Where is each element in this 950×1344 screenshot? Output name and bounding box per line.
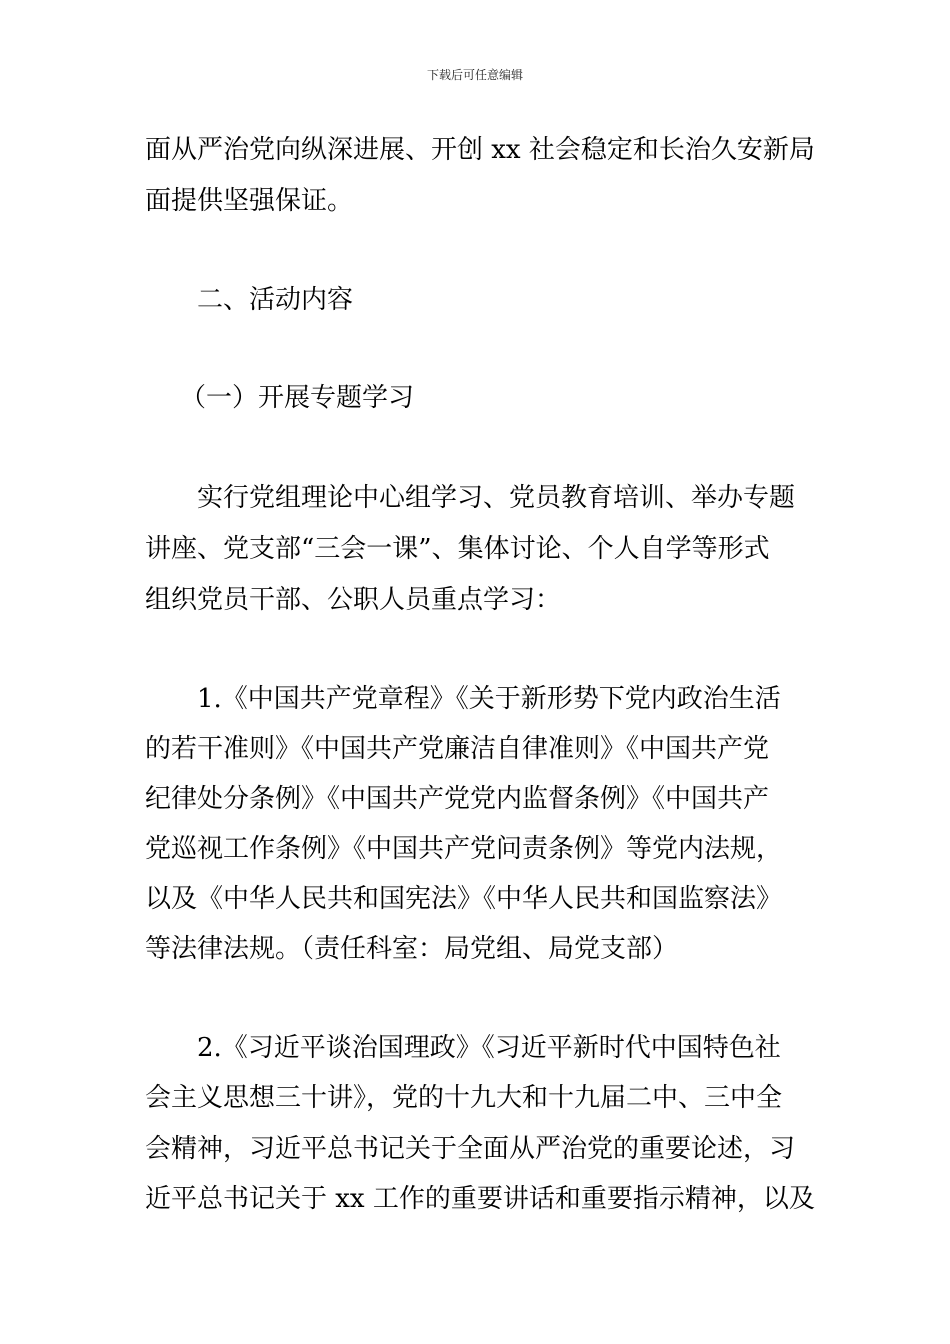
text-line: 会精神，习近平总书记关于全面从严治党的重要论述，习 <box>145 1134 796 1164</box>
text-line: 党巡视工作条例》《中国共产党问责条例》等党内法规， <box>145 834 783 864</box>
text-line: 纪律处分条例》《中国共产党党内监督条例》《中国共产 <box>145 784 770 814</box>
text-line: 面提供坚强保证。 <box>145 186 354 216</box>
text-line: 等法律法规。（责任科室：局党组、局党支部） <box>145 934 679 964</box>
text-line: 组织党员干部、公职人员重点学习： <box>145 585 562 615</box>
text-line: 的若干准则》《中国共产党廉洁自律准则》《中国共产党 <box>145 734 770 764</box>
section-heading: 二、活动内容 <box>197 285 354 315</box>
text-line: 会主义思想三十讲》，党的十九大和十九届二中、三中全 <box>145 1083 783 1113</box>
list-item-2-line: 2.《习近平谈治国理政》《习近平新时代中国特色社 <box>197 1033 781 1063</box>
page-header: 下载后可任意编辑 <box>426 68 523 82</box>
text-line: 近平总书记关于 xx 工作的重要讲话和重要指示精神，以及 <box>145 1184 815 1214</box>
subsection-heading: （一）开展专题学习 <box>180 383 415 413</box>
text-line: 以及《中华人民共和国宪法》《中华人民共和国监察法》 <box>145 884 783 914</box>
list-item-1-line: 1.《中国共产党章程》《关于新形势下党内政治生活 <box>197 684 781 714</box>
text-line: 面从严治党向纵深进展、开创 xx 社会稳定和长治久安新局 <box>145 135 815 165</box>
text-line: 讲座、党支部“三会一课”、集体讨论、个人自学等形式 <box>145 534 770 564</box>
text-line: 实行党组理论中心组学习、党员教育培训、举办专题 <box>197 483 796 513</box>
